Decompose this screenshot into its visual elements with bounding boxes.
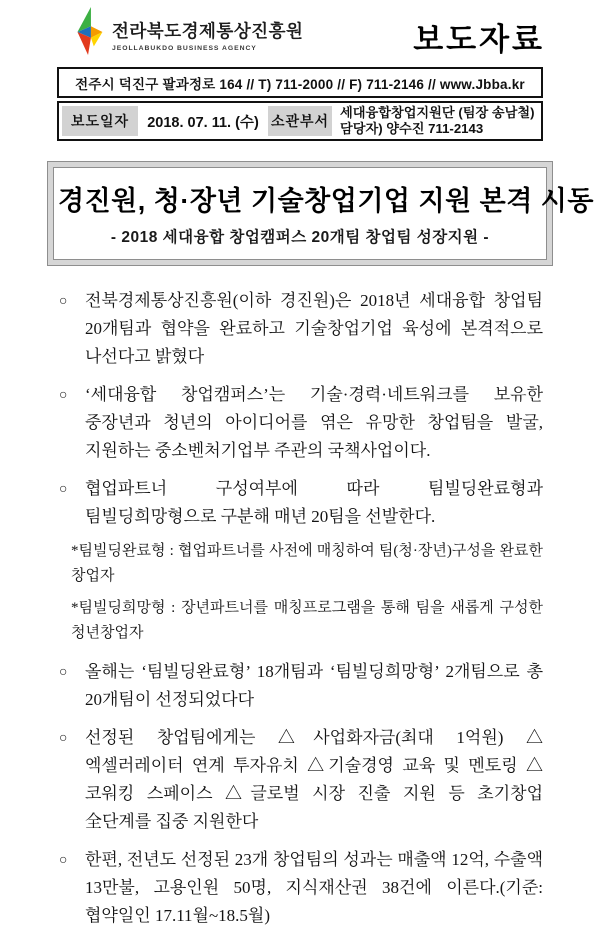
headline-subtitle: - 2018 세대융합 창업캠퍼스 20개팀 창업팀 성장지원 - [110, 229, 490, 246]
agency-brand [73, 6, 303, 56]
circle-bullet-icon: ○ [59, 731, 68, 746]
circle-bullet-icon: ○ [59, 482, 68, 497]
release-date-value: 2018. 07. 11. (수) [147, 114, 259, 131]
headline-title: 경진원, 청·장년 기술창업기업 지원 본격 시동 [58, 186, 594, 216]
paragraph-text: 전북경제통상진흥원(이하 경진원)은 2018년 세대융합 창업팀 20개팀과 협약을 완료하고 기술창업기업 육성에 본격적으로 나선다고 밝혔다 [85, 291, 543, 366]
agency-name: 전라북도경제통상진흥원 [112, 21, 304, 41]
paragraph-text: 한편, 전년도 선정된 23개 창업팀의 성과는 매출액 12억, 수출액 13만불, 고용인원 50명, 지식재산권 38건에 이른다.(기준: 협약일인 17.11월~18.5월) [85, 850, 543, 925]
agency-logo-icon [73, 6, 105, 56]
circle-bullet-icon: ○ [59, 294, 68, 309]
footnote-text: *팀빌딩완료형 : 협업파트너를 사전에 매칭하여 팀(청·장년)구성을 완료한 창업자 [71, 543, 543, 584]
paragraph-text: ‘세대융합 창업캠퍼스’는 기술·경력·네트워크를 보유한 중장년과 청년의 아이디어를 엮은 유망한 창업팀을 발굴, 지원하는 중소벤처기업부 주관의 국책사업이다. [85, 385, 543, 460]
header [0, 0, 600, 63]
headline-box-inner [53, 167, 594, 260]
paragraph [57, 475, 543, 531]
agency-name-english: JEOLLABUKDO BUSINESS AGENCY [112, 45, 257, 52]
paragraph [57, 287, 543, 371]
department-label: 소관부서 [268, 106, 332, 136]
paragraph [57, 724, 543, 836]
article-body [57, 287, 543, 930]
circle-bullet-icon: ○ [59, 665, 68, 680]
paragraph-text: 협업파트너 구성여부에 따라 팀빌딩완료형과 팀빌딩희망형으로 구분해 매년 20팀을 선발한다. [85, 479, 543, 526]
press-info-table [57, 101, 543, 141]
department-line1: 세대융합창업지원단 (팀장 송남철) [340, 105, 535, 120]
contact-info-bar: 전주시 덕진구 팔과정로 164 // T) 711-2000 // F) 711-2146 // www.Jbba.kr [57, 67, 543, 98]
circle-bullet-icon: ○ [59, 388, 68, 403]
footnote [71, 539, 543, 589]
agency-name-block [112, 10, 303, 52]
circle-bullet-icon: ○ [59, 853, 68, 868]
department-line2: 담당자) 양수진 711-2143 [340, 121, 484, 136]
paragraph-text: 선정된 창업팀에게는 △사업화자금(최대 1억원) △엑셀러레이터 연계 투자유치 △기술경영 교육 및 멘토링 △코워킹 스페이스 △글로벌 시장 진출 지원 등 초기창업 全단계를 집중 지원한다 [85, 728, 543, 831]
footnote [71, 596, 543, 646]
footnote-text: *팀빌딩희망형 : 장년파트너를 매칭프로그램을 통해 팀을 새롭게 구성한 청년창업자 [71, 600, 543, 641]
department-value [336, 106, 538, 136]
paragraph [57, 846, 543, 930]
paragraph-text: 올해는 ‘팀빌딩완료형’ 18개팀과 ‘팀빌딩희망형’ 2개팀으로 총 20개팀이 선정되었다다 [85, 662, 543, 709]
release-date-label: 보도일자 [62, 106, 138, 136]
paragraph [57, 658, 543, 714]
document-type-title: 보도자료 [413, 22, 545, 57]
paragraph [57, 381, 543, 465]
headline-box [47, 161, 594, 266]
